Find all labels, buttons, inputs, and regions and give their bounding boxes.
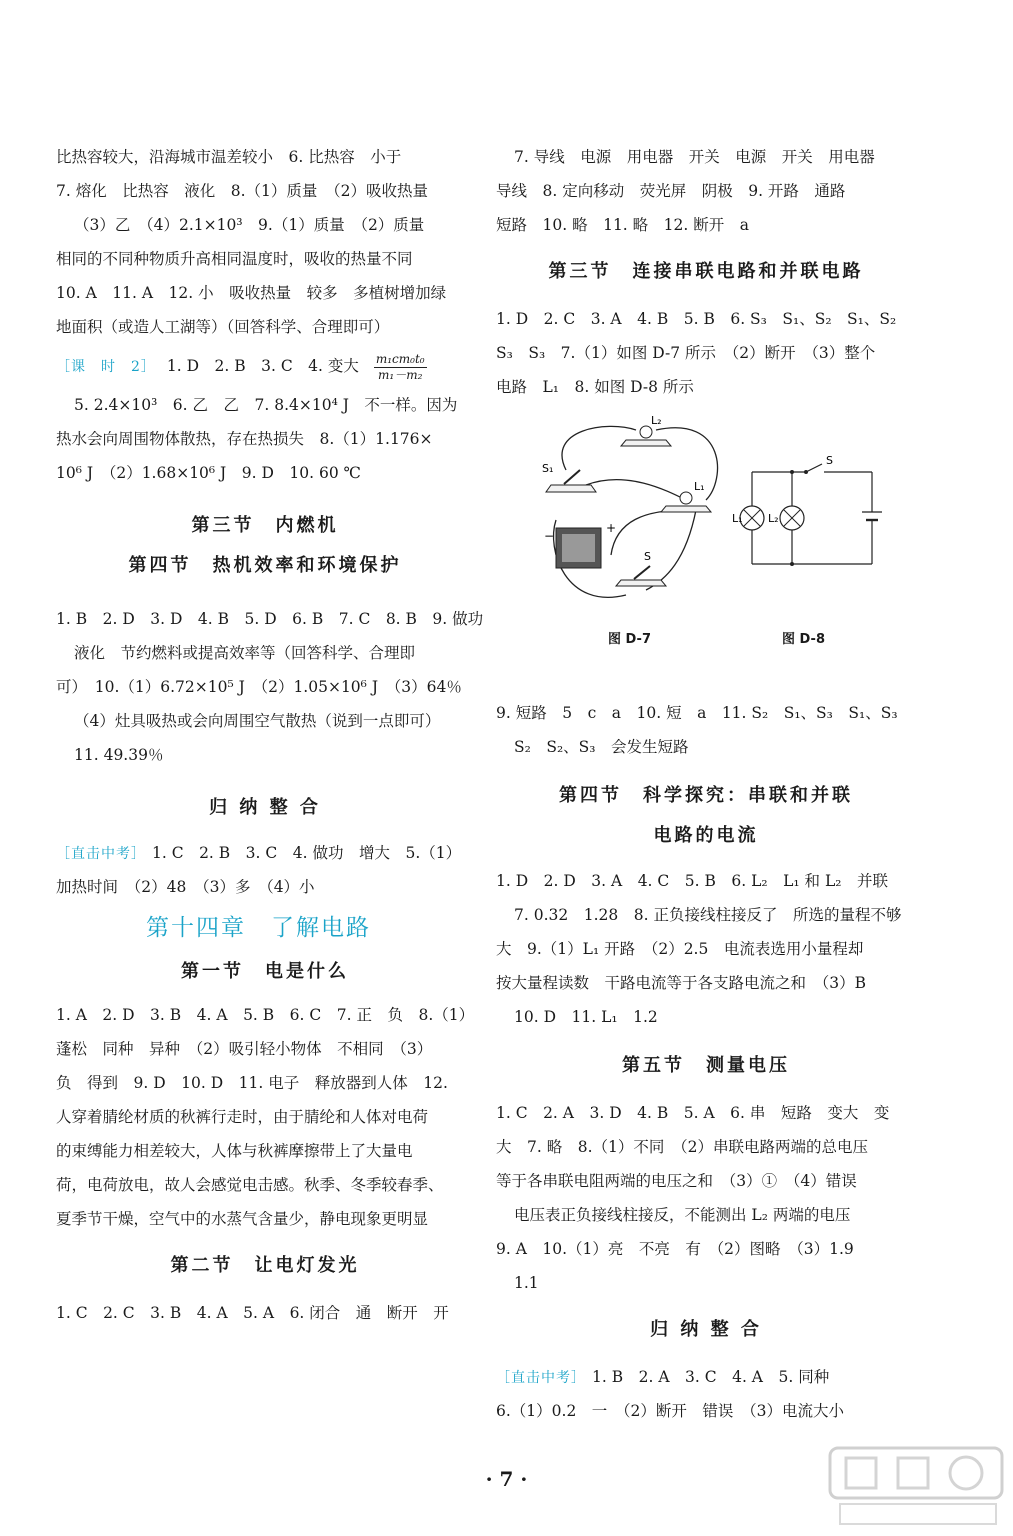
answer-line: 按大量程读数 干路电流等于各支路电流之和 （3）B bbox=[496, 974, 867, 992]
keshi-answers: 1. D 2. B 3. C 4. 变大 bbox=[166, 357, 359, 375]
fraction bbox=[374, 352, 427, 383]
label-l2: L₂ bbox=[768, 512, 779, 525]
answer-line: 1. A 2. D 3. B 4. A 5. B 6. C 7. 正 负 8.（1） bbox=[56, 1006, 475, 1024]
answer-line: S₂ S₂、S₃ 会发生短路 bbox=[514, 738, 689, 756]
answer-line: 1. C 2. A 3. D 4. B 5. A 6. 串 短路 变大 变 bbox=[496, 1104, 890, 1122]
summary-title: 归 纳 整 合 bbox=[650, 1319, 762, 1340]
section-title: 第一节 电是什么 bbox=[181, 961, 349, 982]
section-title: 第三节 连接串联电路和并联电路 bbox=[548, 261, 864, 282]
answer-line: 1. D 2. C 3. A 4. B 5. B 6. S₃ S₁、S₂ S₁、S₂ bbox=[496, 310, 897, 328]
section-title: 第四节 热机效率和环境保护 bbox=[128, 555, 402, 576]
answer-line: 大 9.（1）L₁ 开路 （2）2.5 电流表选用小量程却 bbox=[496, 940, 864, 958]
summary-line bbox=[56, 836, 474, 870]
answer-line: 7. 导线 电源 用电器 开关 电源 开关 用电器 bbox=[514, 148, 875, 166]
answer-line: 7. 熔化 比热容 液化 8.（1）质量 （2）吸收热量 bbox=[56, 182, 428, 200]
section-title: 电路的电流 bbox=[653, 825, 759, 846]
answer-line: （4）灶具吸热或会向周围空气散热（说到一点即可） bbox=[74, 712, 441, 730]
page-number: · 7 · bbox=[485, 1467, 528, 1491]
summary-title: 归 纳 整 合 bbox=[209, 797, 321, 818]
answer-line: 可） 10.（1）6.72×10⁵ J （2）1.05×10⁶ J （3）64％ bbox=[56, 678, 462, 696]
summary-answers: 1. C 2. B 3. C 4. 做功 增大 5.（1） bbox=[152, 844, 462, 862]
label-plus: + bbox=[606, 521, 617, 535]
answer-line: 的束缚能力相差较大，人体与秋裤摩擦带上了大量电 bbox=[56, 1142, 413, 1160]
answer-line: S₃ S₃ 7.（1）如图 D-7 所示 （2）断开 （3）整个 bbox=[496, 344, 876, 362]
label-l1: L₁ bbox=[732, 512, 743, 525]
right-column bbox=[496, 140, 916, 1428]
answer-line: 6.（1）0.2 一 （2）断开 错误 （3）电流大小 bbox=[496, 1402, 845, 1420]
answer-line: 电压表正负接线柱接反，不能测出 L₂ 两端的电压 bbox=[514, 1206, 851, 1224]
summary-answers: 1. B 2. A 3. C 4. A 5. 同种 bbox=[592, 1368, 830, 1386]
answer-line: 10⁶ J （2）1.68×10⁶ J 9. D 10. 60 ℃ bbox=[56, 464, 361, 482]
answer-line: 7. 0.32 1.28 8. 正负接线柱接反了 所选的量程不够 bbox=[514, 906, 902, 924]
zhiji-tag: ［直击中考］ bbox=[56, 846, 146, 862]
answer-line: 负 得到 9. D 10. D 11. 电子 释放器到人体 12. bbox=[56, 1074, 448, 1092]
answer-line: 地面积（或造人工湖等）（回答科学、合理即可） bbox=[56, 318, 390, 336]
answer-line: 1.1 bbox=[514, 1274, 539, 1292]
zhiji-tag: ［直击中考］ bbox=[496, 1370, 586, 1386]
answer-line: 导线 8. 定向移动 荧光屏 阴极 9. 开路 通路 bbox=[496, 182, 846, 200]
keshi-tag: ［课 时 2］ bbox=[56, 359, 156, 375]
answer-line: 加热时间 （2）48 （3）多 （4）小 bbox=[56, 878, 315, 896]
section-title: 第五节 测量电压 bbox=[622, 1055, 790, 1076]
fraction-numerator: m₁cm₀t₀ bbox=[375, 351, 425, 366]
answer-line: 10. D 11. L₁ 1.2 bbox=[514, 1008, 658, 1026]
label-l1: L₁ bbox=[694, 480, 705, 493]
watermark-logo-icon bbox=[826, 1444, 1006, 1530]
answer-line: 1. C 2. C 3. B 4. A 5. A 6. 闭合 通 断开 开 bbox=[56, 1304, 449, 1322]
answer-line: 大 7. 略 8.（1）不同 （2）串联电路两端的总电压 bbox=[496, 1138, 868, 1156]
label-minus: − bbox=[544, 529, 555, 543]
answer-line: 短路 10. 略 11. 略 12. 断开 a bbox=[496, 216, 749, 234]
answer-line: 11. 49.39％ bbox=[74, 746, 164, 764]
answer-line: 比热容较大，沿海城市温差较小 6. 比热容 小于 bbox=[56, 148, 402, 166]
answer-line: 9. A 10.（1）亮 不亮 有 （2）图略 （3）1.9 bbox=[496, 1240, 854, 1258]
left-column bbox=[56, 140, 484, 1330]
chapter-title: 第十四章 了解电路 bbox=[146, 915, 371, 941]
answer-line: （3）乙 （4）2.1×10³ 9.（1）质量 （2）质量 bbox=[74, 216, 425, 234]
figure-d7 bbox=[526, 410, 726, 610]
answer-line: 人穿着腈纶材质的秋裤行走时，由于腈纶和人体对电荷 bbox=[56, 1108, 429, 1126]
label-s: S bbox=[644, 550, 651, 563]
label-l2: L₂ bbox=[651, 414, 662, 427]
fig8-caption: 图 D-8 bbox=[782, 632, 825, 647]
answer-line: 9. 短路 5 c a 10. 短 a 11. S₂ S₁、S₃ S₁、S₃ bbox=[496, 704, 898, 722]
answer-line: 电路 L₁ 8. 如图 D-8 所示 bbox=[496, 378, 694, 396]
answer-line: 热水会向周围物体散热，存在热损失 8.（1）1.176× bbox=[56, 430, 433, 448]
section-title: 第二节 让电灯发光 bbox=[170, 1255, 360, 1276]
figure-d8 bbox=[732, 454, 882, 584]
answer-line: 5. 2.4×10³ 6. 乙 乙 7. 8.4×10⁴ J 不一样。因为 bbox=[74, 396, 458, 414]
summary-line bbox=[496, 1360, 916, 1394]
answer-line: 10. A 11. A 12. 小 吸收热量 较多 多植树增加绿 bbox=[56, 284, 447, 302]
answer-line: 1. D 2. D 3. A 4. C 5. B 6. L₂ L₁ 和 L₂ 并联 bbox=[496, 872, 888, 890]
fraction-denominator: m₁－m₂ bbox=[378, 367, 423, 382]
answer-line: 1. B 2. D 3. D 4. B 5. D 6. B 7. C 8. B 9. 做功 bbox=[56, 610, 484, 628]
section-title: 第四节 科学探究：串联和并联 bbox=[559, 785, 853, 806]
figure-area bbox=[496, 404, 916, 696]
keshi2-line bbox=[56, 344, 474, 388]
answer-line: 液化 节约燃料或提高效率等（回答科学、合理即 bbox=[74, 644, 416, 662]
answer-line: 相同的不同种物质升高相同温度时，吸收的热量不同 bbox=[56, 250, 413, 268]
section-title: 第三节 内燃机 bbox=[191, 515, 339, 536]
answer-line: 夏季节干燥，空气中的水蒸气含量少，静电现象更明显 bbox=[56, 1210, 429, 1228]
label-s: S bbox=[826, 454, 833, 467]
answer-line: 荷，电荷放电，故人会感觉电击感。秋季、冬季较春季、 bbox=[56, 1176, 444, 1194]
label-s1: S₁ bbox=[542, 462, 554, 475]
answer-line: 等于各串联电阻两端的电压之和 （3）① （4）错误 bbox=[496, 1172, 857, 1190]
answer-line: 蓬松 同种 异种 （2）吸引轻小物体 不相同 （3） bbox=[56, 1040, 433, 1058]
fig7-caption: 图 D-7 bbox=[608, 632, 651, 647]
